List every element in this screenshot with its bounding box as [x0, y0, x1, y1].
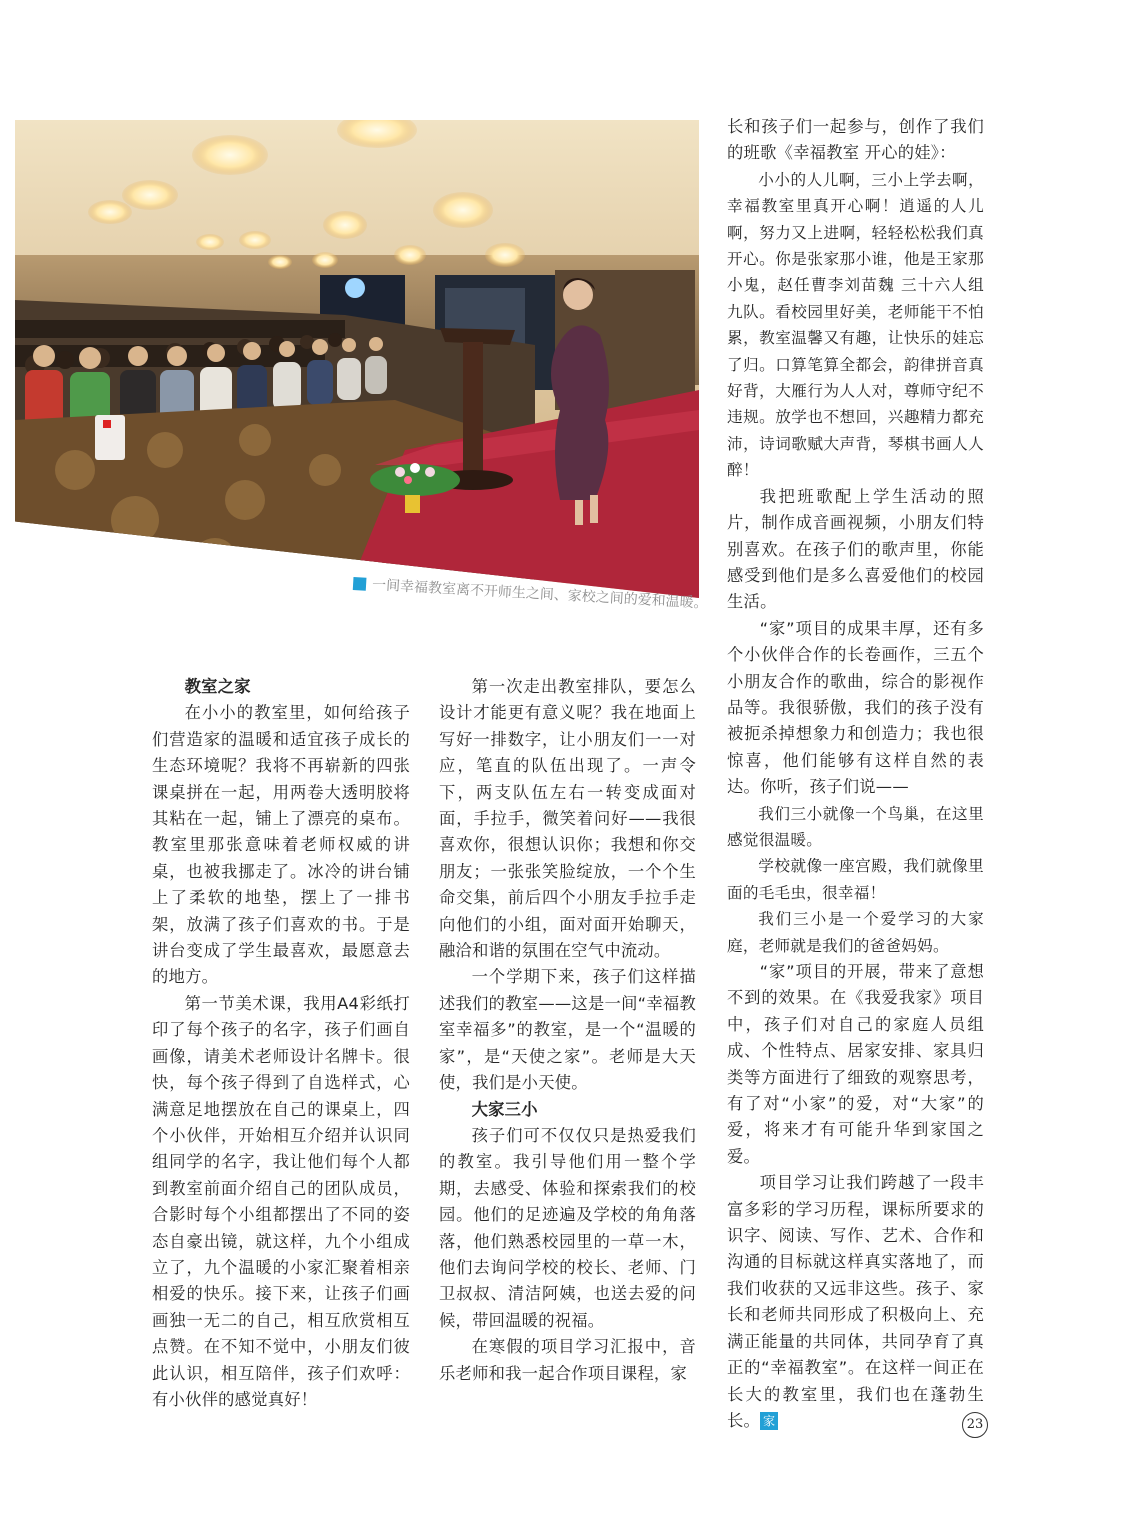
child-quote: 我们三小就像一个鸟巢，在这里感觉很温暖。 — [727, 804, 984, 849]
caption-marker-icon — [353, 576, 367, 590]
column-left — [152, 674, 410, 1413]
paragraph: 在寒假的项目学习汇报中，音乐老师和我一起合作项目课程，家 — [439, 1337, 696, 1383]
conference-illustration — [15, 120, 699, 598]
paragraph-final — [727, 1170, 984, 1434]
paragraph: 我把班歌配上学生活动的照片，制作成音画视频，小朋友们特别喜欢。在孩子们的歌声里，你能感受到他们是多么喜爱他们的校园生活。 — [727, 486, 984, 612]
section-heading-big-family: 大家三小 — [471, 1099, 538, 1119]
paragraph: 第一次走出教室排队，要怎么设计才能更有意义呢？我在地面上写好一排数字，让小朋友们一一对应，笔直的队伍出现了。一声令下，两支队伍左右一转变成面对面，手拉手，微笑着问好——我很喜欢你，很想认识你；我想和你交朋友；一张张笑脸绽放，一个个生命交集，前后四个小朋友手拉手走向他们的小组，面对面开始聊天，融洽和谐的氛围在空气中流动。 — [439, 677, 696, 961]
child-quote: 学校就像一座宫殿，我们就像里面的毛毛虫，很幸福！ — [727, 857, 984, 902]
paragraph: 第一节美术课，我用A4彩纸打印了每个孩子的名字，孩子们画自画像，请美术老师设计名牌卡。很快，每个孩子得到了自选样式，心满意足地摆放在自己的课桌上，四个小伙伴，开始相互介绍并认识同组同学的名字，我让他们每个人都到教室前面介绍自己的团队成员，合影时每个小组都摆出了不同的姿态自豪出镜，就这样，九个小组成立了，九个温暖的小家汇聚着相亲相爱的快乐。接下来，让孩子们画画独一无二的自己，相互欣赏相互点赞。在不知不觉中，小朋友们彼此认识，相互陪伴，孩子们欢呼：有小伙伴的感觉真好！ — [152, 993, 410, 1409]
column-right — [727, 114, 984, 1434]
class-song-lyrics: 小小的人儿啊，三小上学去啊，幸福教室里真开心啊！逍遥的人儿啊，努力又上进啊，轻轻松松我们真开心。你是张家那小谁，他是王家那小鬼，赵任曹李刘苗魏 三十六人组九队。看校园里好美，老师能干不怕累，教室温馨又有趣，让快乐的娃忘了归。口算笔算全都会，韵律拼音真好背，大雁行为人人对，尊师守纪不违规。放学也不想回，兴趣精力都充沛，诗词歌赋大声背，琴棋书画人人醉！ — [727, 170, 984, 480]
paragraph: “家”项目的开展，带来了意想不到的效果。在《我爱我家》项目中，孩子们对自己的家庭人员组成、个性特点、居家安排、家具归类等方面进行了细致的观察思考，有了对“小家”的爱，对“大家”的爱，将来才有可能升华到家国之爱。 — [727, 962, 984, 1166]
paragraph-text: 项目学习让我们跨越了一段丰富多彩的学习历程，课标所要求的识字、阅读、写作、艺术、合作和沟通的目标就这样真实落地了，而我们收获的又远非这些。孩子、家长和老师共同形成了积极向上、充满正能量的共同体，共同孕育了真正的“幸福教室”。在这样一间正在长大的教室里，我们也在蓬勃生长。 — [727, 1173, 984, 1430]
paragraph: 长和孩子们一起参与，创作了我们的班歌《幸福教室 开心的娃》： — [727, 117, 984, 163]
paragraph: 孩子们可不仅仅只是热爱我们的教室。我引导他们用一整个学期，去感受、体验和探索我们的校园。他们的足迹遍及学校的角角落落，他们熟悉校园里的一草一木，他们去询问学校的校长、老师、门卫叔叔、清洁阿姨，也送去爱的问候，带回温暖的祝福。 — [439, 1125, 696, 1330]
article-end-mark: 家 — [760, 1412, 778, 1430]
paragraph: 在小小的教室里，如何给孩子们营造家的温暖和适宜孩子成长的生态环境呢？我将不再崭新的四张课桌拼在一起，用两卷大透明胶将其粘在一起，铺上了漂亮的桌布。教室里那张意味着老师权威的讲桌，也被我挪走了。冰冷的讲台铺上了柔软的地垫，摆上了一排书架，放满了孩子们喜欢的书。于是讲台变成了学生最喜欢，最愿意去的地方。 — [152, 703, 410, 987]
caption-text: 一间幸福教室离不开师生之间、家校之间的爱和温暖。 — [371, 577, 708, 612]
page-number: 23 — [962, 1412, 988, 1438]
column-middle — [439, 674, 696, 1387]
child-quote: 我们三小是一个爱学习的大家庭，老师就是我们的爸爸妈妈。 — [727, 910, 984, 955]
conference-photo — [15, 120, 699, 598]
paragraph: “家”项目的成果丰厚，还有多个小伙伴合作的长卷画作，三五个小朋友合作的歌曲，综合的影视作品等。我很骄傲，我们的孩子没有被扼杀掉想象力和创造力；我也很惊喜，他们能够有这样自然的表达。你听，孩子们说—— — [727, 618, 984, 797]
paragraph: 一个学期下来，孩子们这样描述我们的教室——这是一间“幸福教室幸福多”的教室，是一个“温暖的家”，是“天使之家”。老师是大天使，我们是小天使。 — [439, 967, 696, 1093]
section-heading-classroom-home: 教室之家 — [184, 677, 251, 696]
